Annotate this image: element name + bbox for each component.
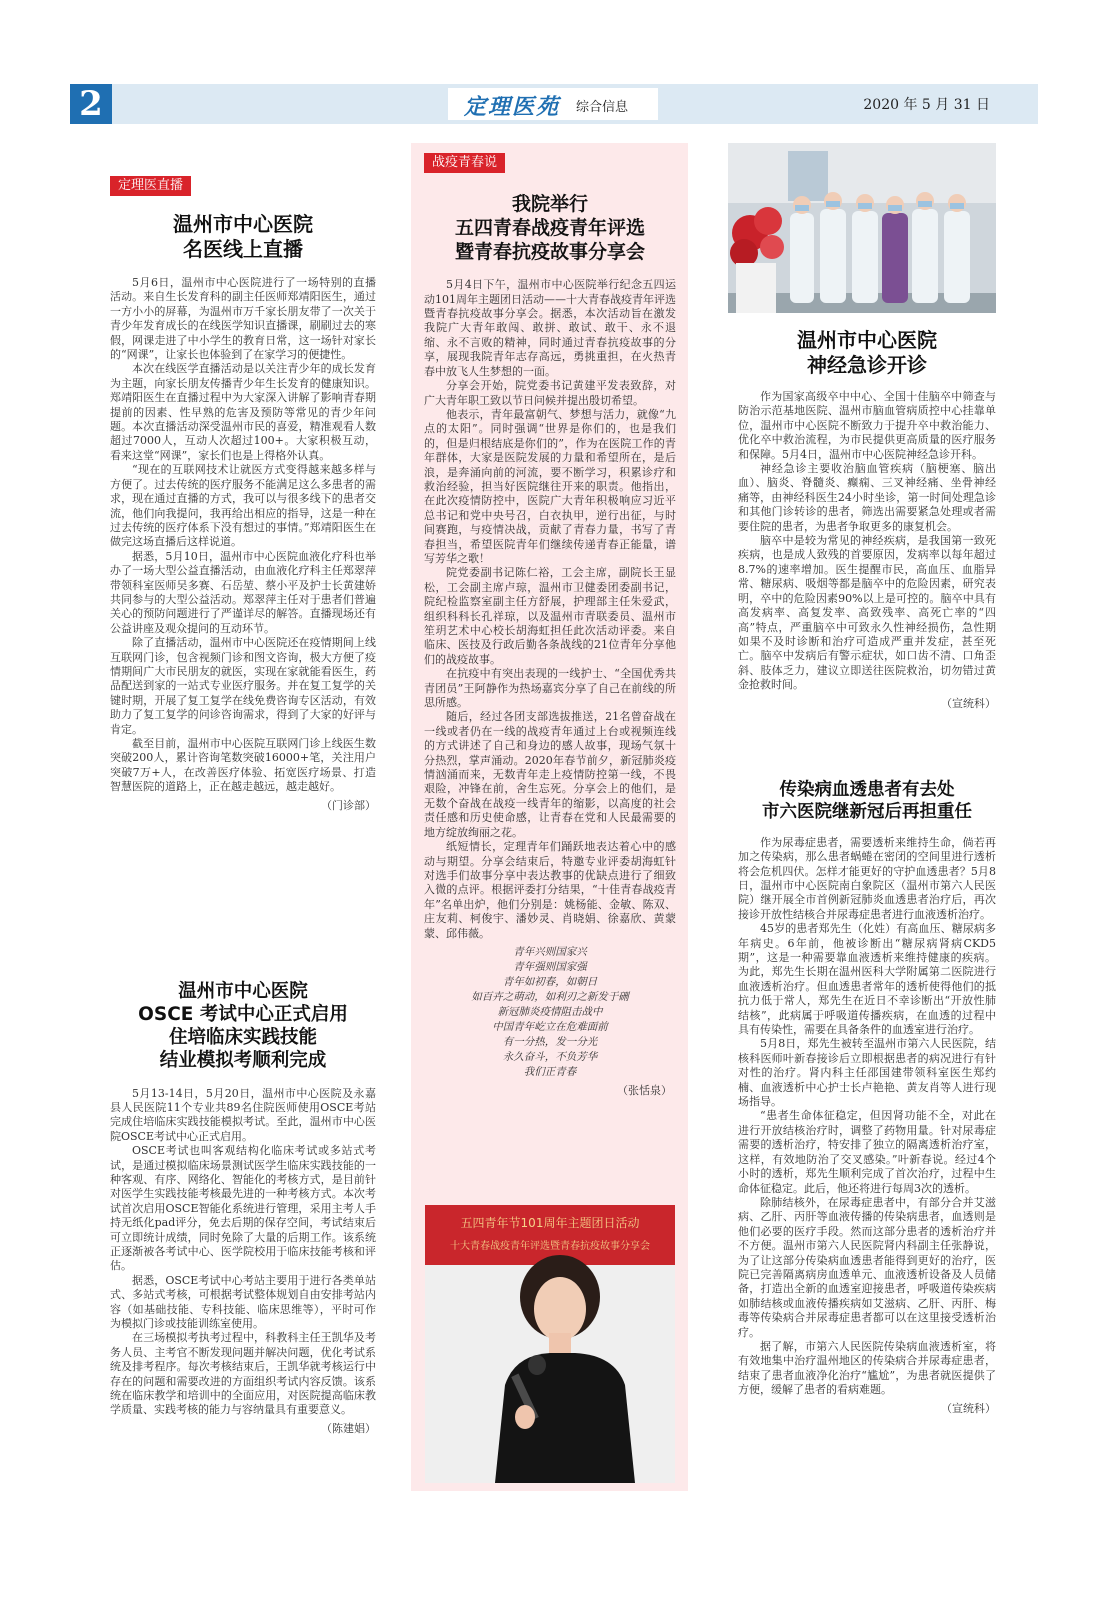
paragraph: 5月13-14日，5月20日，温州市中心医院及永嘉县人民医院11个专业共89名住院医师使用OSCE考站完成住培临床实践技能模拟考试。至此，温州市中心医院OSCE考试中心正式启用。 [110,1086,376,1143]
article-byline: （宣统科） [941,696,996,710]
article-body [424,278,676,941]
paragraph: 5月8日，郑先生被转至温州市第六人民医院，结核科医师叶新春接诊后立即根据患者的病况进行有针对性的治疗。肾内科主任邵国建带领科室医生郑约楠、血液透析中心护士长卢艳艳、黄友肖等人进行现场指导。 [738,1037,996,1109]
article-title: 传染病血透患者有去处 市六医院继新冠后再担重任 [762,780,972,822]
paragraph: 45岁的患者郑先生（化姓）有高血压、糖尿病多年病史。6年前，他被诊断出“糖尿病肾病CKD5期”，这是一种需要靠血液透析来维持健康的疾病。为此，郑先生长期在温州医科大学附属第二医院进行血液透析治疗。但血透患者常年的透析使得他们的抵抗力低于常人，郑先生在近日不幸诊断出“开放性肺结核”，此病属于呼吸道传播疾病，在血透的过程中具有传染性，需要在具备条件的血透室进行治疗。 [738,922,996,1037]
article-byline: （宣统科） [941,1401,996,1415]
paragraph: 脑卒中是较为常见的神经疾病，是我国第一致死疾病，也是成人致残的首要原因，发病率以每年超过8.7%的速率增加。医生提醒市民，高血压、血脂异常、糖尿病、吸烟等都是脑卒中的危险因素，研究表明，卒中的危险因素90%以上是可控的。脑卒中具有高发病率、高复发率、高致残率、高死亡率的“四高”特点，严重脑卒中可致永久性神经损伤，急性期如果不及时诊断和治疗可造成严重并发症，甚至死亡。脑卒中发病后有警示症状，如口齿不清、口角歪斜、肢体乏力，建议立即送往医院救治，切勿错过黄金抢救时间。 [738,534,996,692]
paragraph: 他表示，青年最富朝气、梦想与活力，就像“九点的太阳”。同时强调“世界是你们的，也是我们的，但是归根结底是你们的”，作为在医院工作的青年群体，大家是医院发展的力量和希望所在，是后浪，是奔涌向前的河流，要不断学习，积累诊疗和救治经验，担当好医院继往开来的职责。他指出，在此次疫情防控中，医院广大青年积极响应习近平总书记和党中央号召，白衣执甲，逆行出征，与时间赛跑，与疫情决战，贡献了青春力量，书写了青春担当，希望医院青年们继续传递青春正能量，谱写芳华之歌！ [424,407,676,565]
poem: 青年兴则国家兴 青年强则国家强 青年如初春，如朝日 如百卉之萌动，如利刃之新发于硎 新冠肺炎疫情阻击战中 中国青年屹立在危难面前 有一分热，发一分光 永久奋斗，不负芳华 我们正青春 [471,945,629,1078]
paragraph: 本次在线医学直播活动是以关注青少年的成长发育为主题，向家长朋友传播青少年生长发育的健康知识。郑靖阳医生在直播过程中为大家深入讲解了影响青春期提前的因素、性早熟的危害及预防等常见的青少年问题。本次直播活动深受温州市民的喜爱，精准观看人数超过7000人，互动人次超过100+。大家积极互动，看来这堂“网课”，家长们也是上得格外认真。 [110,362,376,462]
paragraph: 作为尿毒症患者，需要透析来维持生命，倘若再加之传染病，那么患者蜗蜷在密闭的空间里进行透析将会危机四伏。怎样才能更好的守护血透患者？5月8日，温州市中心医院南白象院区（温州市第六人民医院）继开展全市首例新冠肺炎血透患者治疗后，再次接诊开放性结核合并尿毒症患者进行血液透析治疗。 [738,835,996,921]
paragraph: 据了解，市第六人民医院传染病血液透析室，将有效地集中治疗温州地区的传染病合并尿毒症患者，结束了患者血液净化治疗“尴尬”，为患者就医提供了方便，缓解了患者的看病难题。 [738,1339,996,1397]
article-title: 温州市中心医院 神经急诊开诊 [797,328,937,377]
paragraph: 在三场模拟考执考过程中，科教科主任王凯华及考务人员、主考官不断发现问题并解决问题，优化考试系统及排考程序。每次考核结束后，王凯华就考核运行中存在的问题和需要改进的方面组织考试内容反馈。该系统在临床教学和培训中的全面应用，对医院提高临床教学质量、实践考核的能力与容纳量具有重要意义。 [110,1331,376,1417]
team-photo [728,143,996,313]
right-column-lower [738,780,996,1416]
article-body [110,1087,376,1418]
paragraph: “患者生命体征稳定，但因肾功能不全，对此在进行开放结核治疗时，调整了药物用量。针对尿毒症需要的透析治疗，特安排了独立的隔离透析治疗室，这样，有效地防治了交叉感染。”叶新春说。经过4个小时的透析，郑先生顺利完成了首次治疗，过程中生命体征稳定。此后，他还将进行每周3次的透析。 [738,1109,996,1195]
paragraph: OSCE考试也叫客观结构化临床考试或多站式考试，是通过模拟临床场景测试医学生临床实践技能的一种客观、有序、网络化、智能化的考核方式，是目前针对医学生实践技能考核最先进的一种考核方式。本次考试首次启用OSCE智能化系统进行管理，采用主考人手持无纸化pad评分，免去后期的保存空间，考试结束后可立即统计成绩，同时免除了大量的后期工作。该系统正逐渐被各考试中心、医学院校用于临床技能考核和评估。 [110,1144,376,1273]
page-header [70,84,1038,124]
paragraph: 除了直播活动，温州市中心医院还在疫情期间上线互联网门诊，包含视频门诊和图文咨询，极大方便了疫情期间广大市民朋友的就医，实现在家就能看医生，药品配送到家的一站式专业医疗服务。并在复工复学的关键时期，开展了复工复学在线免费咨询专区活动，有效助力了复工复学的问诊咨询需求，得到了大家的好评与肯定。 [110,636,376,736]
paragraph: 纸短情长，定理青年们踊跃地表达着心中的感动与期望。分享会结束后，特邀专业评委胡海虹针对选手们故事分享中表达教事的优缺点进行了细致入微的点评。根据评委打分结果，“十佳青春战疫青年”名单出炉，他们分别是：姚杨能、金敏、陈双、庄友莉、柯俊宇、潘妙灵、肖晓娟、徐嘉欣、黄蒙蒙、邱伟薇。 [424,840,676,940]
right-column [738,328,996,711]
article-title: 我院举行 五四青春战疫青年评选 暨青春抗疫故事分享会 [454,193,645,263]
column-tag: 战疫青春说 [424,153,505,173]
article-body [738,390,996,693]
paragraph: 5月4日下午，温州市中心医院举行纪念五四运动101周年主题团日活动——十大青春战疫青年评选暨青春抗疫故事分享会。据悉，本次活动旨在激发我院广大青年敢闯、敢拼、敢试、敢干、永不退缩、永不言败的精神，同时通过青春抗疫故事的分享，展现我院青年志存高远，勇挑重担，在火热青春中放飞人生梦想的一面。 [424,278,676,378]
page-number: 2 [70,84,112,124]
brand-box [448,88,658,120]
paragraph: 5月6日，温州市中心医院进行了一场特别的直播活动。来自生长发育科的副主任医师郑靖阳医生，通过一方小小的屏幕，为温州市万千家长朋友带了一次关于青少年发育成长的在线医学知识直播课，刷刷过去的寒假，网课走进了中小学生的教育日常，这一场针对家长的“网课”，让家长也体验到了在家学习的便捷性。 [110,276,376,362]
section-name: 综合信息 [576,100,629,115]
paragraph: 据悉，OSCE考试中心考站主要用于进行各类单站式、多站式考核，可根据考试整体规划自由安排考站内容（如基础技能、专科技能、临床思维等），平时可作为模拟门诊或技能训练室使用。 [110,1273,376,1330]
article-title: 温州市中心医院 名医线上直播 [173,212,313,261]
article-title: 温州市中心医院 OSCE 考试中心正式启用 住培临床实践技能 结业模拟考顺利完成 [138,981,348,1072]
paragraph: 分享会开始，院党委书记黄建平发表致辞，对广大青年职工致以节日问候并提出殷切希望。 [424,379,676,407]
banner-text: 十大青春战疫青年评选暨青春抗疫故事分享会 [450,1241,650,1252]
paragraph: 除肺结核外，在尿毒症患者中，有部分合并艾滋病、乙肝、丙肝等血液传播的传染病患者，血透则是他们必要的医疗手段。然而这部分患者的透析治疗并不方便。温州市第六人民医院肾内科副主任张静说，为了让这部分传染病血透患者能得到更好的治疗，医院已完善隔离病房血透单元、血液透析设备及人员储备，打造出全新的血透室迎接患者，呼吸道传染疾病如肺结核或血液传播疾病如艾滋病、乙肝、丙肝、梅毒等传染病合并尿毒症患者都可以在这里接受透析治疗。 [738,1195,996,1339]
left-column-lower [110,980,376,1436]
brand-logo: 定理医苑 [464,94,561,120]
issue-date: 2020 年 5 月 31 日 [863,97,990,113]
article-body [110,276,376,795]
left-column [110,174,376,813]
column-tag: 定理医直播 [110,176,191,196]
paragraph: 院党委副书记陈仁裕，工会主席，副院长王显松，工会副主席卢琼，温州市卫健委团委副书记，院纪检监察室副主任方舒展，护理部主任朱爱武，组织科科长孔祥琼，以及温州市青联委员、温州市笙玥艺术中心校长胡海虹担任此次活动评委。来自临床、医技及行政后勤各条战线的21位青年分享他们的战疫故事。 [424,566,676,666]
paragraph: 作为国家高级卒中中心、全国十佳脑卒中筛查与防治示范基地医院、温州市脑血管病质控中心挂靠单位，温州市中心医院不断致力于提升卒中救治能力、优化卒中救治流程，为市民提供更高质量的医疗服务和保障。5月4日，温州市中心医院神经急诊开科。 [738,390,996,461]
article-byline: （门诊部） [321,798,376,812]
paragraph: 在抗疫中有突出表现的一线护士、“全国优秀共青团员”王阿静作为热场嘉宾分享了自己在前线的所思所感。 [424,667,676,710]
middle-column [424,151,676,1098]
paragraph: “现在的互联网技术让就医方式变得越来越多样与方便了。过去传统的医疗服务不能满足这么多患者的需求，现在通过直播的方式，我可以与很多线下的患者交流，他们向我提问，我再给出相应的指导，这是一种在过去传统的医疗体系下没有想过的事情。”郑靖阳医生在做完这场直播后这样说道。 [110,463,376,549]
article-byline: （陈建娼） [321,1421,376,1435]
speaker-photo [425,1205,675,1483]
paragraph: 据悉，5月10日，温州市中心医院血液化疗科也举办了一场大型公益直播活动，由血液化疗科主任郑翠萍带领科室医师吴多赛、石岳堃、蔡小平及护士长黄建娇共同参与的大型公益活动。郑翠萍主任对于患者们普遍关心的预防问题进行了严谨详尽的解答。直播现场还有公益讲座及观众提问的互动环节。 [110,549,376,635]
paragraph: 神经急诊主要收治脑血管疾病（脑梗塞、脑出血）、脑炎、脊髓炎、癫痫、三叉神经痛、坐骨神经痛等，由神经科医生24小时坐诊，第一时间处理急诊和其他门诊转诊的患者，筛选出需要紧急处理或者需要住院的患者，为患者争取更多的康复机会。 [738,462,996,533]
paragraph: 截至目前，温州市中心医院互联网门诊上线医生数突破200人，累计咨询笔数突破16000+笔，关注用户突破7万+人，在改善医疗体验、拓宽医疗场景、打造智慧医院的道路上，正在越走越远，越走越好。 [110,737,376,794]
article-byline: （张恬泉） [617,1083,672,1097]
banner-text: 五四青年节101周年主题团日活动 [460,1216,640,1230]
paragraph: 随后，经过各团支部选拔推送，21名曾奋战在一线或者仍在一线的战疫青年通过上台或视频连线的方式讲述了自己和身边的感人故事，现场气氛十分热烈，掌声涌动。2020年春节前夕，新冠肺炎疫情汹涌而来，无数青年走上疫情防控第一线，不畏艰险，冲锋在前，舍生忘死。分享会上的他们，是无数个奋战在战疫一线青年的缩影，以高度的社会责任感和历史使命感，让青春在党和人民最需要的地方绽放绚丽之花。 [424,710,676,839]
article-body [738,836,996,1398]
